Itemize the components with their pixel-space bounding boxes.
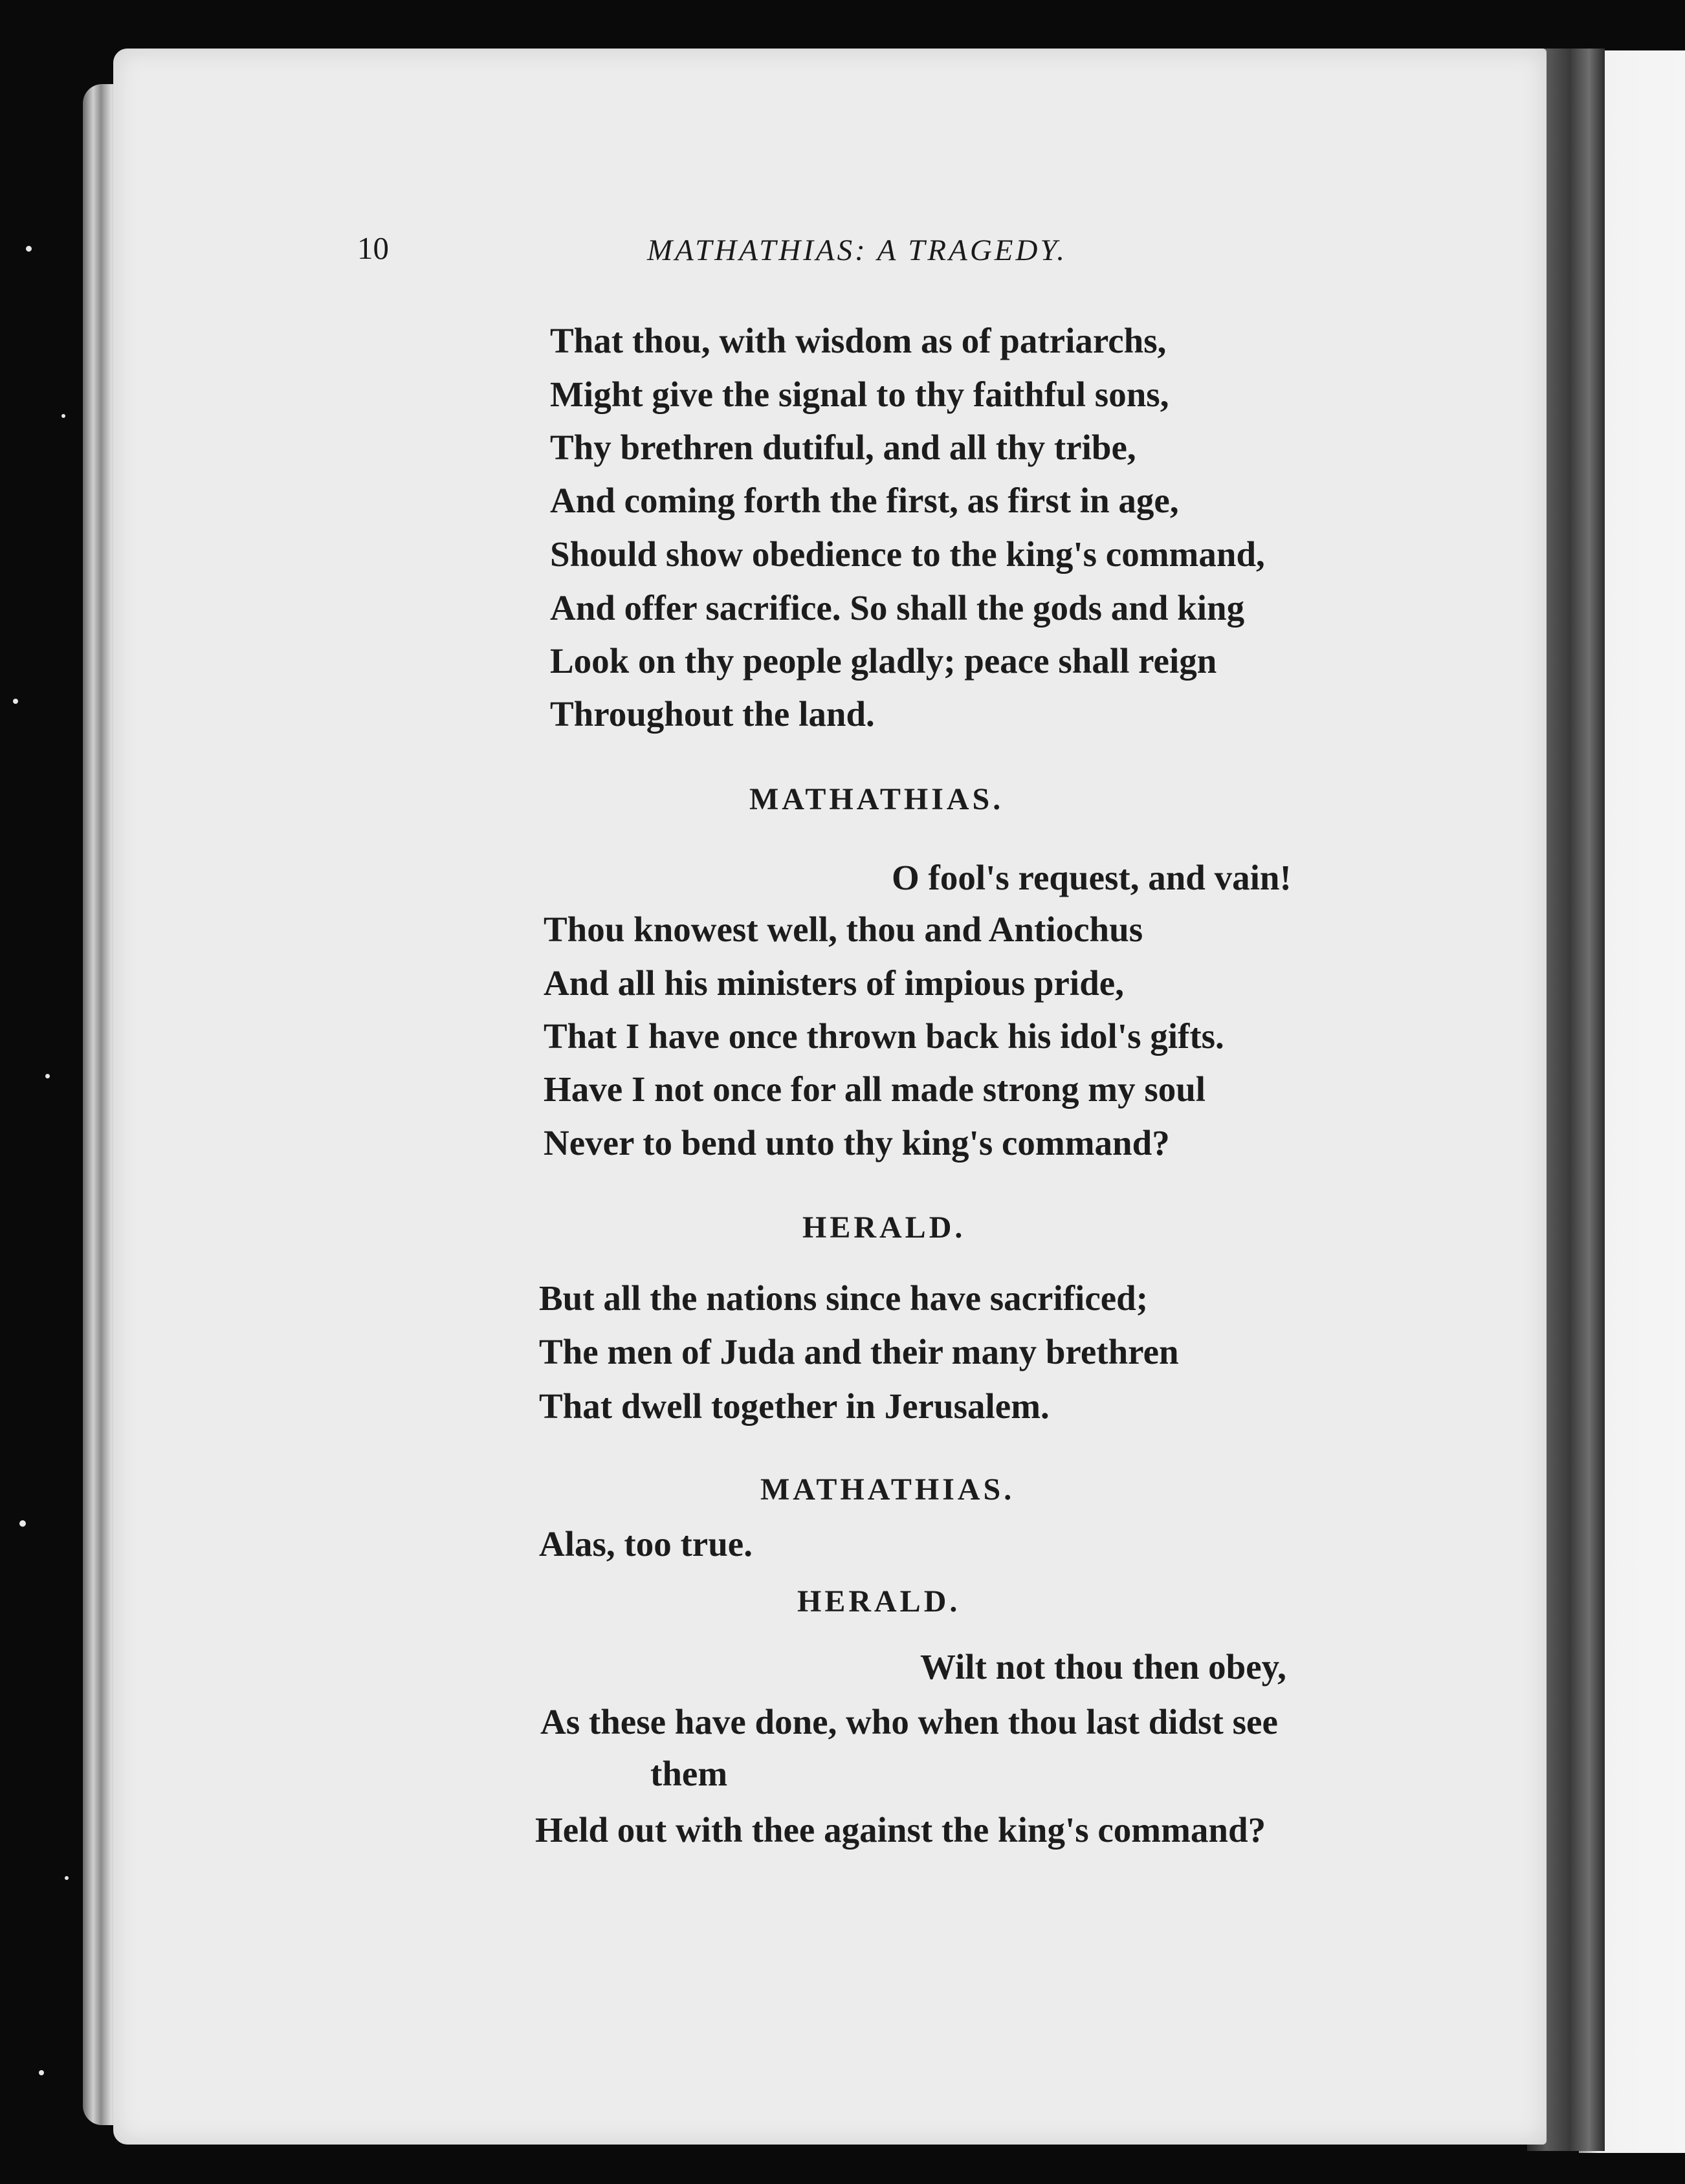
- verse-line: The men of Juda and their many brethren: [539, 1332, 1179, 1371]
- speaker-name: HERALD.: [797, 1584, 961, 1619]
- verse-line: Held out with thee against the king's command?: [535, 1810, 1266, 1850]
- verse-line: And offer sacrifice. So shall the gods and king: [550, 588, 1245, 628]
- speaker-name: MATHATHIAS.: [749, 782, 1004, 816]
- page-number: 10: [357, 230, 389, 266]
- verse-line: As these have done, who when thou last didst see: [540, 1702, 1278, 1742]
- scan-speck: [45, 1074, 50, 1078]
- speaker-name: MATHATHIAS.: [760, 1472, 1015, 1507]
- verse-line: Wilt not thou then obey,: [920, 1647, 1286, 1687]
- verse-line: And all his ministers of impious pride,: [544, 963, 1124, 1003]
- verse-line: That dwell together in Jerusalem.: [539, 1386, 1050, 1426]
- verse-line: Throughout the land.: [550, 694, 875, 734]
- scan-speck: [26, 246, 32, 252]
- verse-line: And coming forth the first, as first in age,: [550, 481, 1179, 520]
- scan-speck: [13, 699, 18, 704]
- verse-line: That thou, with wisdom as of patriarchs,: [550, 321, 1167, 360]
- verse-line: Have I not once for all made strong my soul: [544, 1069, 1206, 1109]
- verse-line: But all the nations since have sacrificed;: [539, 1278, 1149, 1318]
- verse-line: Thou knowest well, thou and Antiochus: [544, 910, 1143, 949]
- scan-speck: [65, 1876, 69, 1880]
- verse-line: Look on thy people gladly; peace shall reign: [550, 641, 1217, 681]
- scan-speck: [39, 2070, 44, 2075]
- verse-line: Never to bend unto thy king's command?: [544, 1123, 1170, 1163]
- verse-line: Thy brethren dutiful, and all thy tribe,: [550, 428, 1136, 467]
- running-title: MATHATHIAS: A TRAGEDY.: [647, 234, 1067, 267]
- scan-speck: [19, 1520, 26, 1527]
- verse-line: That I have once thrown back his idol's gifts.: [544, 1016, 1224, 1056]
- verse-line: O fool's request, and vain!: [892, 858, 1292, 897]
- scan-speck: [61, 414, 65, 418]
- verse-line: Alas, too true.: [539, 1524, 753, 1564]
- verse-line: Should show obedience to the king's command,: [550, 534, 1265, 574]
- verse-line: them: [650, 1754, 728, 1793]
- speaker-name: HERALD.: [802, 1210, 966, 1245]
- verse-line: Might give the signal to thy faithful sons,: [550, 375, 1169, 414]
